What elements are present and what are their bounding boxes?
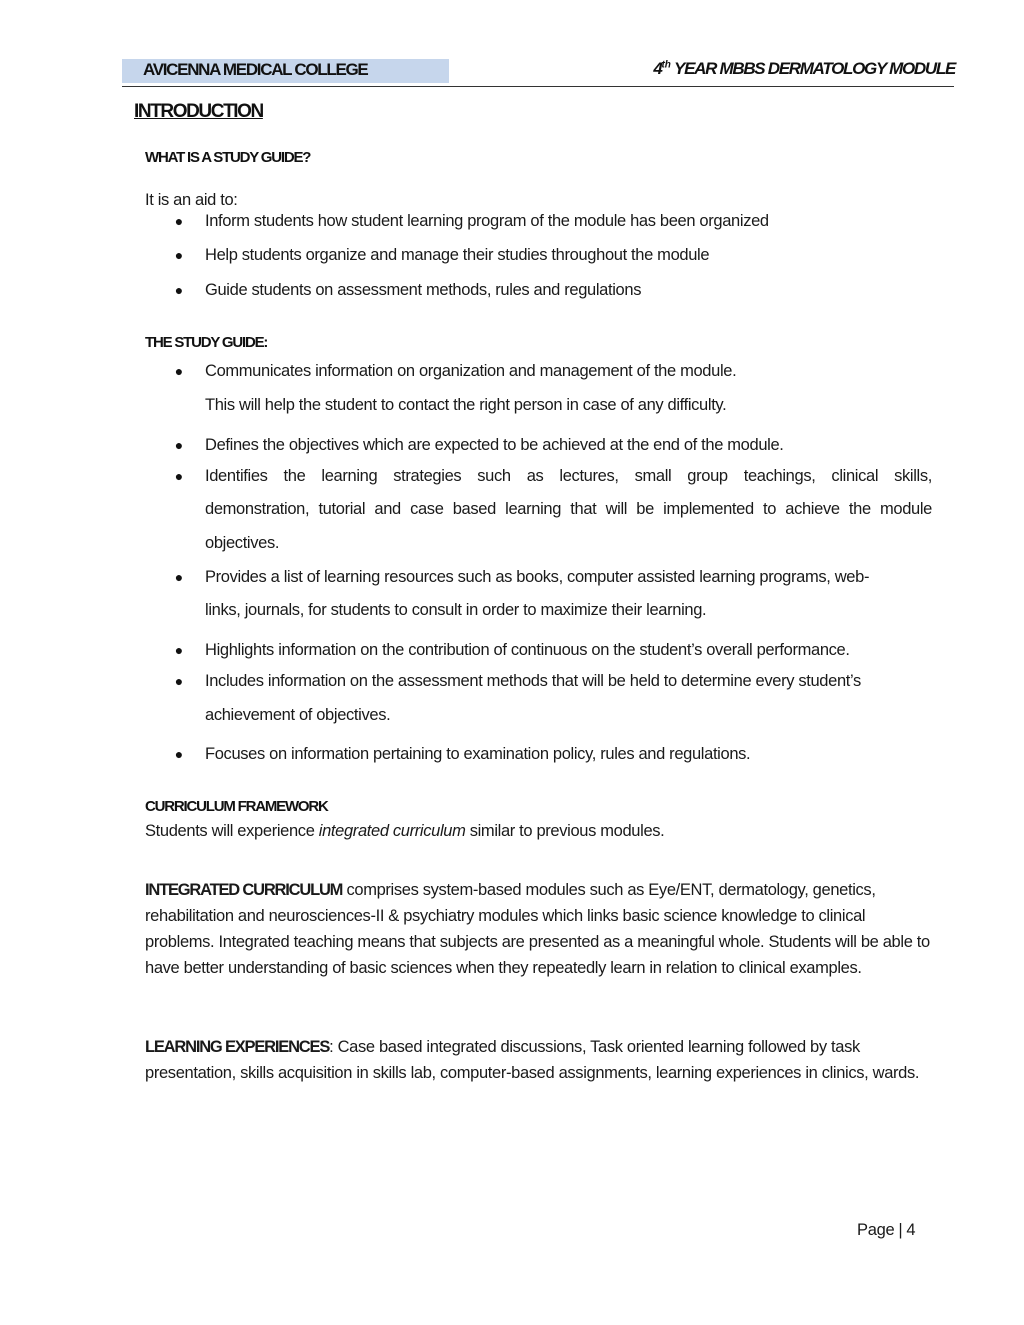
bullet-marker: ● xyxy=(174,282,184,298)
list-item: Highlights information on the contribution of continuous on the student’s overall performance. xyxy=(205,641,850,659)
module-name: YEAR MBBS DERMATOLOGY MODULE xyxy=(670,59,955,78)
bullet-marker: ● xyxy=(174,363,184,379)
curriculum-framework-text xyxy=(145,818,935,844)
integrated-curriculum-label: INTEGRATED CURRICULUM xyxy=(145,881,343,899)
module-year-number: 4 xyxy=(653,59,662,78)
module-year-suffix: th xyxy=(661,59,671,71)
bullet-marker: ● xyxy=(174,642,184,658)
list-item: Provides a list of learning resources such as books, computer assisted learning programs, web- xyxy=(205,568,870,586)
list-item-continuation: objectives. xyxy=(205,534,280,552)
module-title xyxy=(653,59,955,79)
list-item: Focuses on information pertaining to examination policy, rules and regulations. xyxy=(205,745,751,763)
list-item: Help students organize and manage their studies throughout the module xyxy=(205,246,710,264)
page-number-value: 4 xyxy=(906,1221,916,1239)
list-item-continuation: achievement of objectives. xyxy=(205,706,391,724)
list-item: Includes information on the assessment methods that will be held to determine every student’s xyxy=(205,672,861,690)
curriculum-text-emphasis: integrated curriculum xyxy=(318,822,466,840)
aid-intro: It is an aid to: xyxy=(145,191,238,209)
header-divider xyxy=(122,86,954,87)
bullet-marker: ● xyxy=(174,673,184,689)
bullet-marker: ● xyxy=(174,468,184,484)
integrated-curriculum-text: comprises system-based modules such as Eye/ENT, dermatology, genetics, rehabilitation and neurosciences-II & psychiatry modules which links basic science knowledge to clinical problems. Integrated teaching means that subjects are presented as a meaningful whole. Students will be able to have better understanding of basic sciences when they repeatedly learn in relation to clinical examples. xyxy=(145,881,930,977)
integrated-curriculum-paragraph xyxy=(145,877,935,981)
college-name: AVICENNA MEDICAL COLLEGE xyxy=(143,60,368,79)
learning-experiences-text: : Case based integrated discussions, Task oriented learning followed by task presentation, skills acquisition in skills lab, computer-based assignments, learning experiences in clinics, wards. xyxy=(145,1038,920,1082)
list-item-continuation: links, journals, for students to consult in order to maximize their learning. xyxy=(205,601,707,619)
page-separator: | xyxy=(898,1221,903,1239)
bullet-marker: ● xyxy=(174,746,184,762)
list-item-continuation: This will help the student to contact the right person in case of any difficulty. xyxy=(205,396,727,414)
page-number xyxy=(857,1221,915,1240)
page-label: Page xyxy=(857,1221,895,1239)
what-is-heading: WHAT IS A STUDY GUIDE? xyxy=(145,149,311,166)
header-college-banner xyxy=(122,59,449,83)
learning-experiences-paragraph xyxy=(145,1034,935,1086)
list-item: Identifies the learning strategies such as lectures, small group teachings, clinical skills, xyxy=(205,467,932,485)
curriculum-framework-heading: CURRICULUM FRAMEWORK xyxy=(145,798,328,815)
curriculum-text-end: similar to previous modules. xyxy=(465,822,665,840)
curriculum-text-start: Students will experience xyxy=(145,822,319,840)
bullet-marker: ● xyxy=(174,437,184,453)
list-item: Communicates information on organization and management of the module. xyxy=(205,362,737,380)
bullet-marker: ● xyxy=(174,213,184,229)
bullet-marker: ● xyxy=(174,569,184,585)
list-item: Defines the objectives which are expected to be achieved at the end of the module. xyxy=(205,436,784,454)
list-item: Inform students how student learning program of the module has been organized xyxy=(205,212,769,230)
list-item: Guide students on assessment methods, rules and regulations xyxy=(205,281,642,299)
page-title: INTRODUCTION xyxy=(134,101,263,122)
list-item-continuation: demonstration, tutorial and case based learning that will be implemented to achieve the module xyxy=(205,500,932,518)
learning-experiences-label: LEARNING EXPERIENCES xyxy=(145,1038,330,1056)
study-guide-heading: THE STUDY GUIDE: xyxy=(145,334,268,351)
bullet-marker: ● xyxy=(174,247,184,263)
